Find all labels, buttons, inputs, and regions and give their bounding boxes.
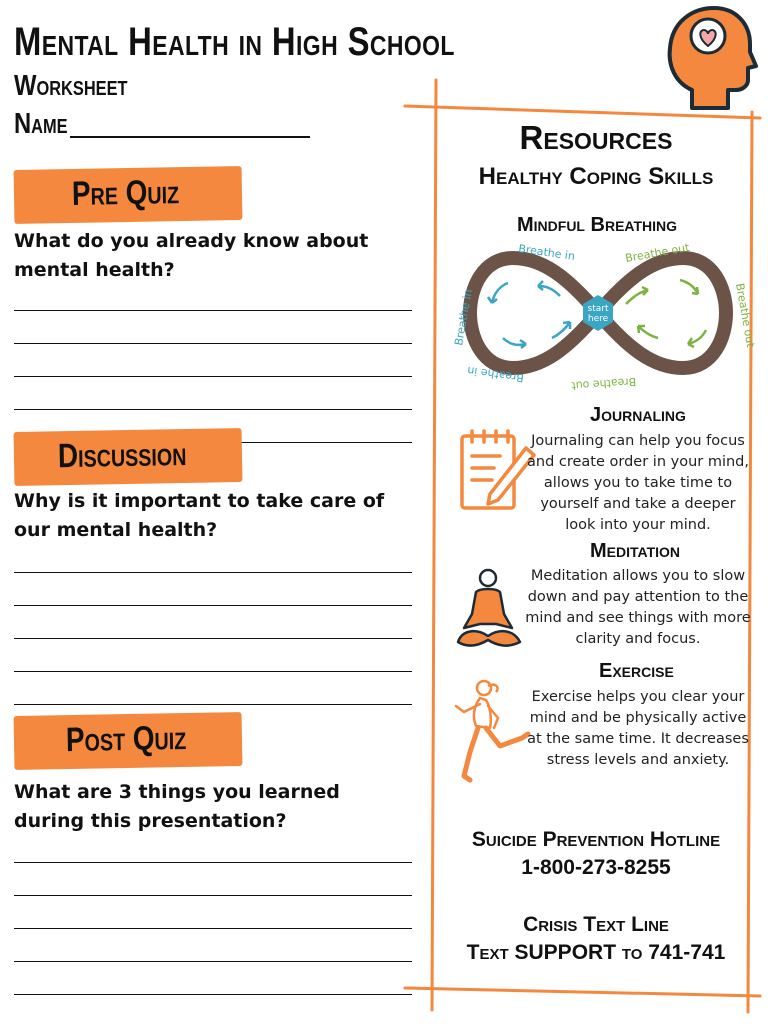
answer-line[interactable]	[14, 606, 412, 639]
suicide-hotline-label: Suicide Prevention Hotline	[471, 828, 721, 851]
exercise-text: Exercise helps you clear your mind and be physically active at the same time. It decreases stress levels and anxiety.	[527, 689, 749, 768]
breathe-in-label: Breathe in	[466, 363, 525, 385]
journaling-heading: Journaling	[590, 404, 686, 426]
resources-subtitle-text: Healthy Coping Skills	[478, 163, 714, 190]
worksheet-label: Worksheet	[14, 70, 128, 102]
infinity-breathing-icon	[448, 238, 758, 393]
journaling-text: Journaling can help you focus and create order in your mind, allows you to take time to yourself and take a deeper look into your mind.	[527, 433, 749, 533]
post-quiz-answer-lines[interactable]	[14, 830, 412, 995]
pre-quiz-answer-lines[interactable]	[14, 278, 412, 443]
discussion-question: Why is it important to take care of our mental health?	[14, 490, 385, 541]
crisis-text-instruction[interactable]: Text SUPPORT to 741-741	[466, 941, 726, 964]
head-heart-icon	[662, 4, 756, 114]
breathe-in-label: Breathe in	[517, 242, 576, 263]
post-quiz-heading: Post Quiz	[65, 718, 187, 760]
pre-quiz-banner	[14, 166, 243, 224]
post-quiz-banner	[14, 712, 243, 770]
post-quiz-question: What are 3 things you learned during this presentation?	[14, 781, 340, 832]
suicide-hotline-number[interactable]: 1-800-273-8255	[521, 856, 671, 879]
suicide-hotline-block	[440, 826, 752, 882]
meditation-text: Meditation allows you to slow down and pay attention to the mind and see things with more clarity and focus.	[525, 568, 751, 647]
running-person-icon	[450, 678, 534, 788]
answer-line[interactable]	[14, 830, 412, 863]
answer-line[interactable]	[14, 929, 412, 962]
answer-line[interactable]	[14, 896, 412, 929]
answer-line[interactable]	[14, 573, 412, 606]
answer-line[interactable]	[14, 962, 412, 995]
mindful-breathing-heading: Mindful Breathing	[517, 214, 678, 236]
answer-line[interactable]	[14, 377, 412, 410]
breathe-in-label: Breathe in	[452, 288, 475, 347]
answer-line[interactable]	[14, 311, 412, 344]
crisis-text-label: Crisis Text Line	[523, 913, 669, 936]
resources-title-text: Resources	[519, 119, 673, 156]
pre-quiz-question: What do you already know about mental health?	[14, 230, 369, 281]
answer-line[interactable]	[14, 540, 412, 573]
answer-line[interactable]	[14, 278, 412, 311]
breathe-out-label: Breathe out	[570, 374, 637, 393]
name-underline[interactable]	[70, 136, 310, 138]
answer-line[interactable]	[14, 863, 412, 896]
meditation-heading: Meditation	[590, 540, 681, 562]
resources-subtitle	[440, 162, 752, 191]
start-here-label: here	[587, 314, 609, 324]
start-here-label: start	[587, 304, 609, 314]
breathe-out-label: Breathe out	[733, 282, 758, 349]
answer-line[interactable]	[14, 672, 412, 705]
name-field[interactable]	[14, 108, 79, 144]
exercise-heading: Exercise	[599, 660, 674, 682]
meditating-person-icon	[452, 566, 526, 652]
name-label: Name	[14, 108, 68, 140]
resources-title	[440, 118, 752, 157]
discussion-banner	[14, 428, 243, 486]
page-title: Mental Health in High School	[14, 20, 455, 64]
discussion-answer-lines[interactable]	[14, 540, 412, 705]
discussion-heading: Discussion	[57, 434, 187, 476]
answer-line[interactable]	[14, 639, 412, 672]
crisis-text-block	[440, 911, 752, 967]
breathe-out-label: Breathe out	[624, 240, 691, 265]
pre-quiz-heading: Pre Quiz	[71, 173, 180, 213]
answer-line[interactable]	[14, 344, 412, 377]
